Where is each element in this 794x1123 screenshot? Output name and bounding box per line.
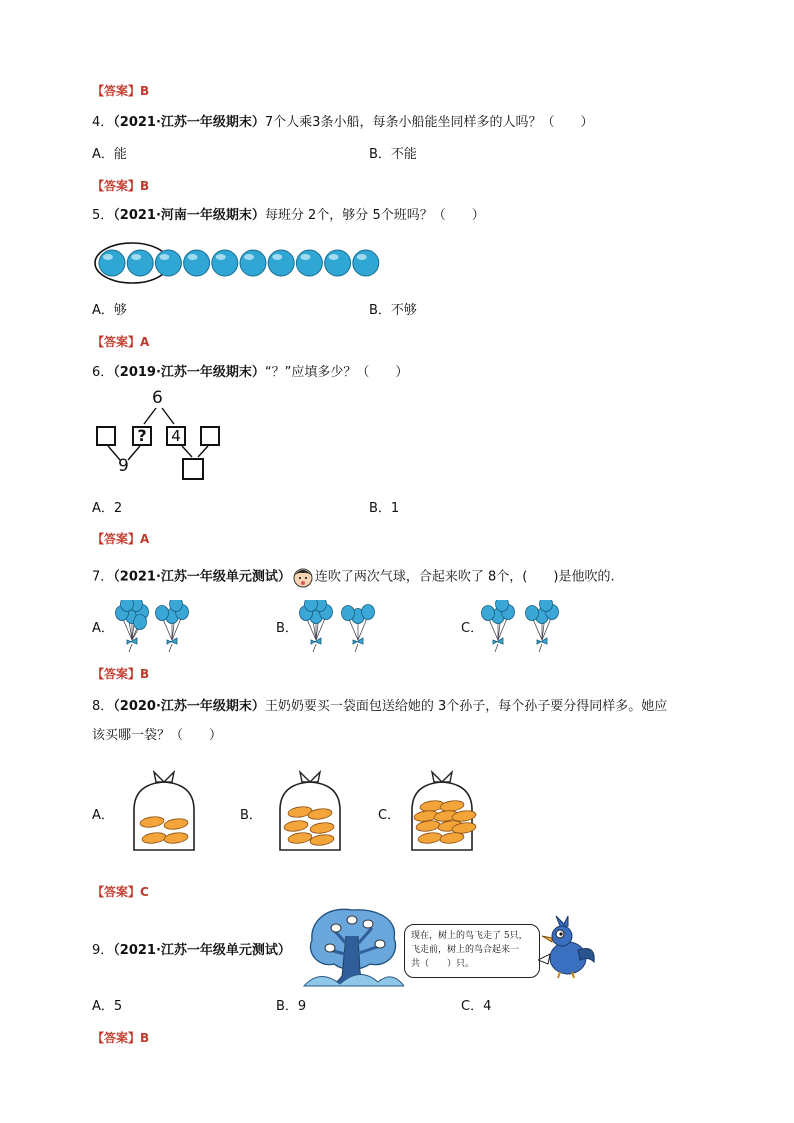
q7-option-b: B． — [276, 621, 298, 636]
balloon — [305, 600, 318, 612]
bead — [155, 250, 181, 276]
bag-tie — [154, 772, 174, 782]
answer-8: 【答案】C — [92, 885, 149, 899]
answer-4: 【答案】B — [92, 179, 150, 193]
speech-bubble — [404, 924, 540, 978]
bread-bag-a-icon — [124, 770, 204, 862]
number-bond-figure — [92, 388, 232, 487]
q9-option-b: B．9 — [276, 999, 307, 1014]
q5-option-b: B．不够 — [369, 303, 417, 318]
balloon-bunch — [482, 600, 515, 652]
bead-shine — [300, 254, 310, 260]
question-text: 连吹了两次气球，合起来吹了 8个，( )是他吹的. — [314, 569, 615, 585]
question-6 — [92, 364, 408, 382]
bubble-line-2: 飞走前，树上的鸟合起来一 — [411, 945, 520, 955]
balloon-bunch — [342, 605, 375, 653]
question-9 — [92, 942, 291, 960]
empty-box — [182, 458, 204, 480]
bead-shine — [159, 254, 169, 260]
bubble-line-3: 共（ ）只。 — [411, 959, 475, 969]
balloons-a-icon — [112, 600, 192, 652]
bread-bag-b-icon — [270, 770, 350, 862]
empty-box — [96, 426, 116, 446]
bead-shine — [244, 254, 254, 260]
balloon — [170, 600, 183, 612]
question-source: （2019·江苏一年级期末） — [113, 365, 265, 380]
four-box: 4 — [166, 426, 186, 446]
question-number: 9． — [92, 943, 114, 958]
question-source: （2020·江苏一年级期末） — [113, 699, 265, 714]
bead — [353, 250, 379, 276]
question-4 — [92, 114, 593, 132]
question-number: 5． — [92, 208, 114, 223]
bead — [184, 250, 210, 276]
answer-9: 【答案】B — [92, 1031, 150, 1045]
question-text: 每班分 2个，够分 5个班吗？（ ） — [264, 208, 485, 223]
balloons-c-icon — [480, 600, 564, 652]
tree-birds-icon — [300, 906, 404, 988]
balloon — [121, 600, 134, 612]
bead — [268, 250, 294, 276]
bag-tie — [432, 772, 452, 782]
answer-6: 【答案】A — [92, 532, 150, 546]
question-8-line2: 该买哪一袋？（ ） — [92, 728, 223, 743]
bead-shine — [131, 254, 141, 260]
bread-bag-c-icon — [402, 770, 482, 862]
question-source: （2021·河南一年级期末） — [113, 208, 265, 223]
question-text: 7个人乘3条小船，每条小船能坐同样多的人吗？（ ） — [264, 115, 594, 130]
balloon-bunch — [156, 600, 189, 652]
bead-shine — [188, 254, 198, 260]
balloon-bunch — [116, 600, 149, 652]
balloons-b-icon — [296, 600, 380, 652]
q8-option-c: C． — [378, 808, 401, 823]
q8-option-b: B． — [240, 808, 262, 823]
question-number: 6． — [92, 365, 114, 380]
bead — [325, 250, 351, 276]
q6-option-b: B．1 — [369, 501, 400, 516]
balloon — [342, 606, 355, 621]
answer-7: 【答案】B — [92, 667, 150, 681]
question-number: 7． — [92, 569, 114, 585]
bead — [296, 250, 322, 276]
q4-option-a: A．能 — [92, 147, 127, 162]
bead-shine — [272, 254, 282, 260]
balloon — [482, 606, 495, 621]
balloon-bunch — [300, 600, 333, 652]
boy-face-icon — [291, 566, 315, 588]
bubble-line-1: 现在，树上的鸟飞走了 5只， — [411, 931, 528, 941]
answer-3: 【答案】B — [92, 84, 150, 98]
balloon — [526, 606, 539, 621]
bead — [212, 250, 238, 276]
q9-option-a: A．5 — [92, 999, 123, 1014]
balloon — [496, 600, 509, 612]
bead — [127, 250, 153, 276]
balloon — [362, 605, 375, 620]
q6-option-a: A．2 — [92, 501, 123, 516]
bead-shine — [357, 254, 367, 260]
question-text: 王奶奶要买一袋面包送给她的 3个孙子，每个孙子要分得同样多。她应 — [264, 699, 668, 714]
q8-option-a: A． — [92, 808, 114, 823]
balloon — [134, 615, 147, 630]
bead — [99, 250, 125, 276]
question-number: 4． — [92, 115, 114, 130]
q7-option-a: A． — [92, 621, 114, 636]
question-source: （2021·江苏一年级期末） — [113, 115, 265, 130]
question-5 — [92, 207, 485, 225]
q4-option-b: B．不能 — [369, 147, 417, 162]
q7-option-c: C． — [461, 621, 484, 636]
bead — [240, 250, 266, 276]
question-number: 8． — [92, 699, 114, 714]
q9-option-c: C．4 — [461, 999, 492, 1014]
bond-top-number: 6 — [152, 388, 163, 408]
bond-bottom-number: 9 — [118, 456, 129, 476]
question-8 — [92, 698, 667, 716]
balloon — [156, 606, 169, 621]
question-text: “？”应填多少？（ ） — [264, 365, 409, 380]
question-7 — [92, 566, 615, 588]
balloon — [540, 600, 553, 612]
bead-figure — [92, 240, 402, 286]
answer-5: 【答案】A — [92, 335, 150, 349]
bag-tie — [300, 772, 320, 782]
blue-bird-icon — [538, 914, 598, 980]
balloon-bunch — [526, 600, 559, 652]
q5-option-a: A．够 — [92, 303, 127, 318]
empty-box — [200, 426, 220, 446]
question-box: ? — [132, 426, 152, 446]
bead-shine — [216, 254, 226, 260]
question-source: （2021·江苏一年级单元测试） — [113, 943, 291, 958]
bead-shine — [329, 254, 339, 260]
question-source: （2021·江苏一年级单元测试） — [113, 569, 291, 585]
bead-shine — [103, 254, 113, 260]
